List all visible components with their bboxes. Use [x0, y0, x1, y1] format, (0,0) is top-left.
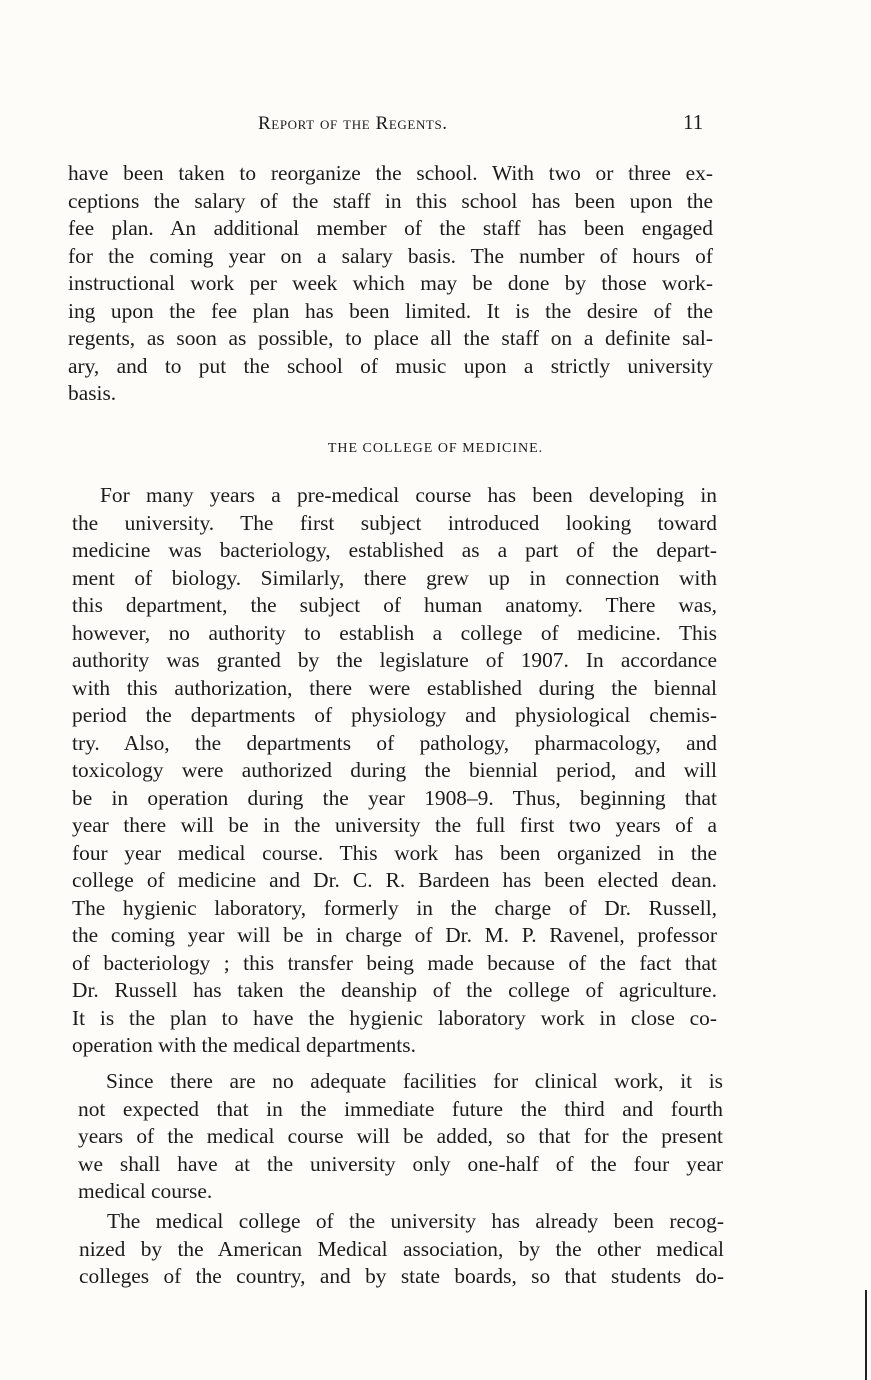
text-line: ing upon the fee plan has been limited. It is the desire of the — [68, 298, 713, 323]
text-line: college of medicine and Dr. C. R. Bardeen has been elected dean. — [72, 868, 717, 892]
text-line: basis. — [68, 381, 117, 405]
text-line: years of the medical course will be added, so that for the present — [78, 1124, 723, 1148]
text-line: four year medical course. This work has been organized in the — [72, 840, 717, 865]
text-line: fee plan. An additional member of the staff has been engaged — [68, 216, 713, 240]
paragraph-medicine-1 — [72, 482, 717, 1060]
text-line: regents, as soon as possible, to place all the staff on a definite sal- — [68, 326, 713, 350]
text-line: medical course. — [78, 1179, 213, 1203]
page-number: 11 — [683, 110, 704, 134]
text-line: try. Also, the departments of pathology, pharmacology, and — [72, 730, 717, 755]
text-line: instructional work per week which may be done by those work- — [68, 271, 713, 295]
text-line: For many years a pre-medical course has been developing in — [100, 483, 717, 507]
text-line: authority was granted by the legislature of 1907. In accordance — [72, 648, 717, 672]
text-line: toxicology were authorized during the biennial period, and will — [72, 758, 717, 782]
text-line: It is the plan to have the hygienic laboratory work in close co- — [72, 1005, 717, 1030]
text-line: have been taken to reorganize the school. With two or three ex- — [68, 161, 713, 185]
text-line: medicine was bacteriology, established as a part of the depart- — [72, 538, 717, 562]
text-line: year there will be in the university the full first two years of a — [72, 813, 717, 837]
text-line: this department, the subject of human anatomy. There was, — [72, 593, 717, 617]
text-line: nized by the American Medical association, by the other medical — [79, 1236, 724, 1261]
section-heading: THE COLLEGE OF MEDICINE. — [327, 441, 544, 456]
text-line: the university. The first subject introduced looking toward — [72, 510, 717, 535]
text-line: Dr. Russell has taken the deanship of the college of agriculture. — [72, 978, 717, 1002]
text-line: operation with the medical departments. — [72, 1033, 416, 1057]
text-line: ary, and to put the school of music upon a strictly university — [68, 353, 713, 378]
text-line: Since there are no adequate facilities for clinical work, it is — [106, 1069, 723, 1093]
text-line: The medical college of the university has already been recog- — [107, 1209, 724, 1233]
paragraph-medicine-3 — [79, 1208, 724, 1291]
text-line: however, no authority to establish a college of medicine. This — [72, 620, 717, 645]
text-line: not expected that in the immediate future the third and fourth — [78, 1096, 723, 1121]
text-line: we shall have at the university only one-half of the four year — [78, 1151, 723, 1176]
text-line: The hygienic laboratory, formerly in the charge of Dr. Russell, — [72, 895, 717, 920]
text-line: for the coming year on a salary basis. The number of hours of — [68, 243, 713, 268]
scan-edge-line — [865, 1290, 867, 1380]
paragraph-continued — [68, 160, 713, 408]
paragraph-medicine-2 — [78, 1068, 723, 1206]
text-line: period the departments of physiology and physiological chemis- — [72, 703, 717, 727]
text-line: of bacteriology ; this transfer being made because of the fact that — [72, 950, 717, 975]
text-line: ceptions the salary of the staff in this school has been upon the — [68, 188, 713, 213]
running-title: Report of the Regents. — [258, 113, 448, 134]
text-line: ment of biology. Similarly, there grew up in connection with — [72, 565, 717, 590]
running-header — [0, 110, 871, 137]
text-line: the coming year will be in charge of Dr. M. P. Ravenel, professor — [72, 923, 717, 947]
text-line: be in operation during the year 1908–9. Thus, beginning that — [72, 785, 717, 810]
text-line: colleges of the country, and by state boards, so that students do- — [79, 1264, 724, 1288]
text-line: with this authorization, there were established during the biennal — [72, 675, 717, 700]
